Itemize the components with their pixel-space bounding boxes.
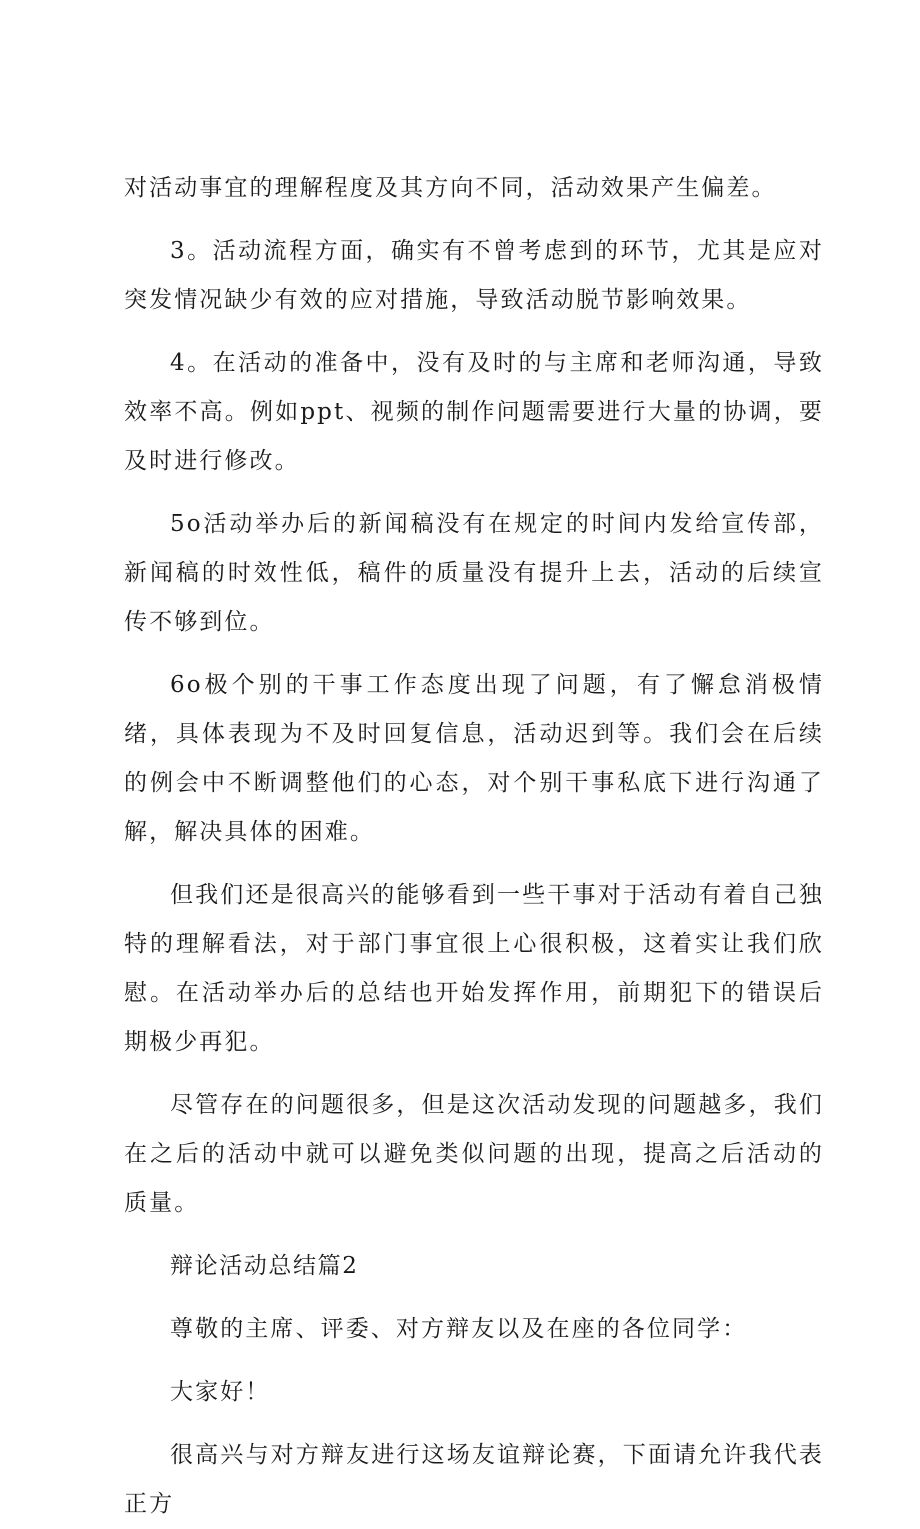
greeting: 大家好！ — [170, 1379, 271, 1405]
section-heading: 辩论活动总结篇2 — [170, 1253, 359, 1279]
speech-opening: 很高兴与对方辩友进行这场友谊辩论赛，下面请允许我代表正方 — [124, 1442, 824, 1517]
document-body — [124, 164, 824, 1529]
paragraph-item-5: 5o活动举办后的新闻稿没有在规定的时间内发给宣传部，新闻稿的时效性低，稿件的质量没有提升上去，活动的后续宣传不够到位。 — [124, 511, 824, 635]
paragraph-item-3: 3。活动流程方面，确实有不曾考虑到的环节，尤其是应对突发情况缺少有效的应对措施，导致活动脱节影响效果。 — [124, 238, 824, 313]
paragraph-item-6: 6o极个别的干事工作态度出现了问题，有了懈怠消极情绪，具体表现为不及时回复信息，活动迟到等。我们会在后续的例会中不断调整他们的心态，对个别干事私底下进行沟通了解，解决具体的困难。 — [124, 672, 824, 845]
paragraph-conclusion: 尽管存在的问题很多，但是这次活动发现的问题越多，我们在之后的活动中就可以避免类似问题的出现，提高之后活动的质量。 — [124, 1092, 824, 1216]
paragraph-reflection: 但我们还是很高兴的能够看到一些干事对于活动有着自己独特的理解看法，对于部门事宜很上心很积极，这着实让我们欣慰。在活动举办后的总结也开始发挥作用，前期犯下的错误后期极少再犯。 — [124, 882, 824, 1055]
paragraph-continuation: 对活动事宜的理解程度及其方向不同，活动效果产生偏差。 — [124, 175, 777, 201]
salutation: 尊敬的主席、评委、对方辩友以及在座的各位同学： — [170, 1316, 748, 1342]
paragraph-item-4: 4。在活动的准备中，没有及时的与主席和老师沟通，导致效率不高。例如ppt、视频的制作问题需要进行大量的协调，要及时进行修改。 — [124, 350, 824, 474]
